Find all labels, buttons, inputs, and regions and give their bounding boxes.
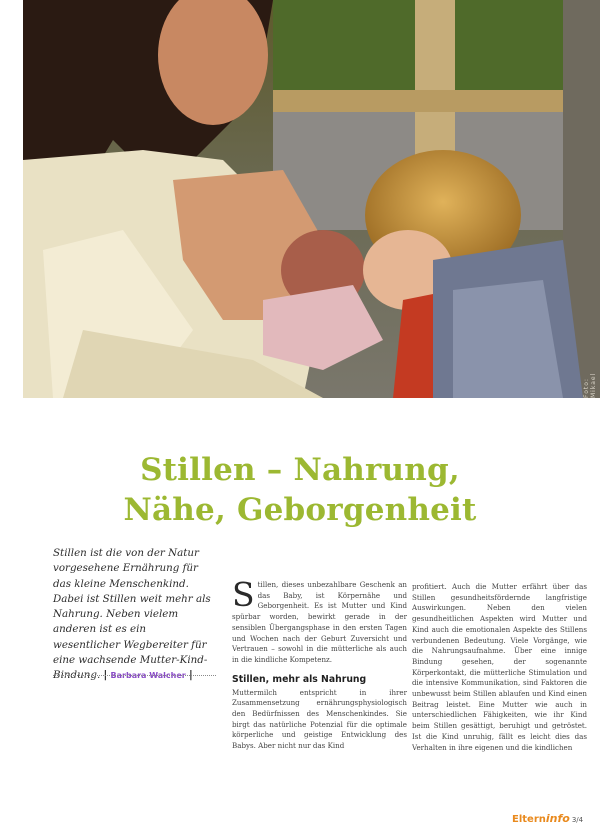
body-column-1	[232, 575, 407, 752]
article-title	[0, 450, 600, 530]
magazine-logo	[512, 813, 583, 826]
article-intro	[53, 546, 213, 684]
paragraph-3: profitiert. Auch die Mutter erfährt über das Stillen gesundheitsfördernde langfristige Auswirkungen. Neben den vielen gesundheitlichen Aspekten wird Mutter und Kind auch die emotionalen Aspekte des Stillens verbundenen Bedeutung. Viele Vorgänge, wie die Nahrungsaufnahme. Über eine innige Bindung gesehen, der sogenannte Körperkontakt, die mütterliche Stimulation und die intensive Kommunikation, sind Faktoren die unbewusst beim Stillen ablaufen und Kind einen Beitrag leistet. Eine Mutter wie auch in unterschiedlichen Fähigkeiten, wie ihr Kind beim Stillen gesättigt, beruhigt und getröstet. Ist die Kind unruhig, fällt es leicht dies das Verhalten in ihre eigenen und die kindlichen	[412, 582, 587, 752]
page-number: 3/4	[571, 816, 584, 824]
intro-end-bar: |	[189, 669, 193, 682]
logo-part-2: info	[545, 812, 570, 825]
intro-divider	[53, 675, 216, 676]
photo-credit: Foto: Mikael	[583, 372, 597, 398]
article-photo	[23, 0, 600, 398]
paragraph-1-text: tillen, dieses unbezahlbare Geschenk an das Baby, ist Körpernähe und Geborgenheit. Es ist Mutter und Kind spürbar worden, bewirkt gerade in der sensiblen Übergangsphase in den ersten Tagen und Wochen nach der Geburt Zuversicht und Vertrauen – sowohl in die mütterliche als auch in die kindliche Kompetenz.	[232, 580, 407, 664]
paragraph-2: Muttermilch entspricht in ihrer Zusammensetzung ernährungsphysiologisch den Bedürfnissen des Menschenkindes. Sie birgt das natürliche Potenzial für die optimale körperliche und geistige Entwicklung des Babys. Aber nicht nur das Kind	[232, 687, 407, 751]
author-name: Barbara Walcher	[110, 671, 186, 681]
body-column-2	[412, 582, 587, 753]
photo-mother-breastfeeding-icon	[23, 0, 600, 398]
section-subheading: Stillen, mehr als Nahrung	[232, 673, 367, 685]
logo-part-1: Eltern	[512, 814, 546, 825]
title-line-2: Nähe, Geborgenheit	[123, 492, 477, 528]
intro-bar: |	[103, 669, 108, 682]
title-line-1: Stillen – Nahrung,	[140, 452, 460, 488]
drop-cap: S	[232, 575, 255, 614]
paragraph-1	[232, 575, 407, 666]
intro-text: Stillen ist die von der Natur vorgesehene Ernährung für das kleine Menschenkind. Dabei ist Stillen weit mehr als Nahrung. Neben vielem anderen ist es ein wesentlicher Wegbereiter für eine wachsende Mutter-Kind-Bindung.	[53, 547, 211, 682]
